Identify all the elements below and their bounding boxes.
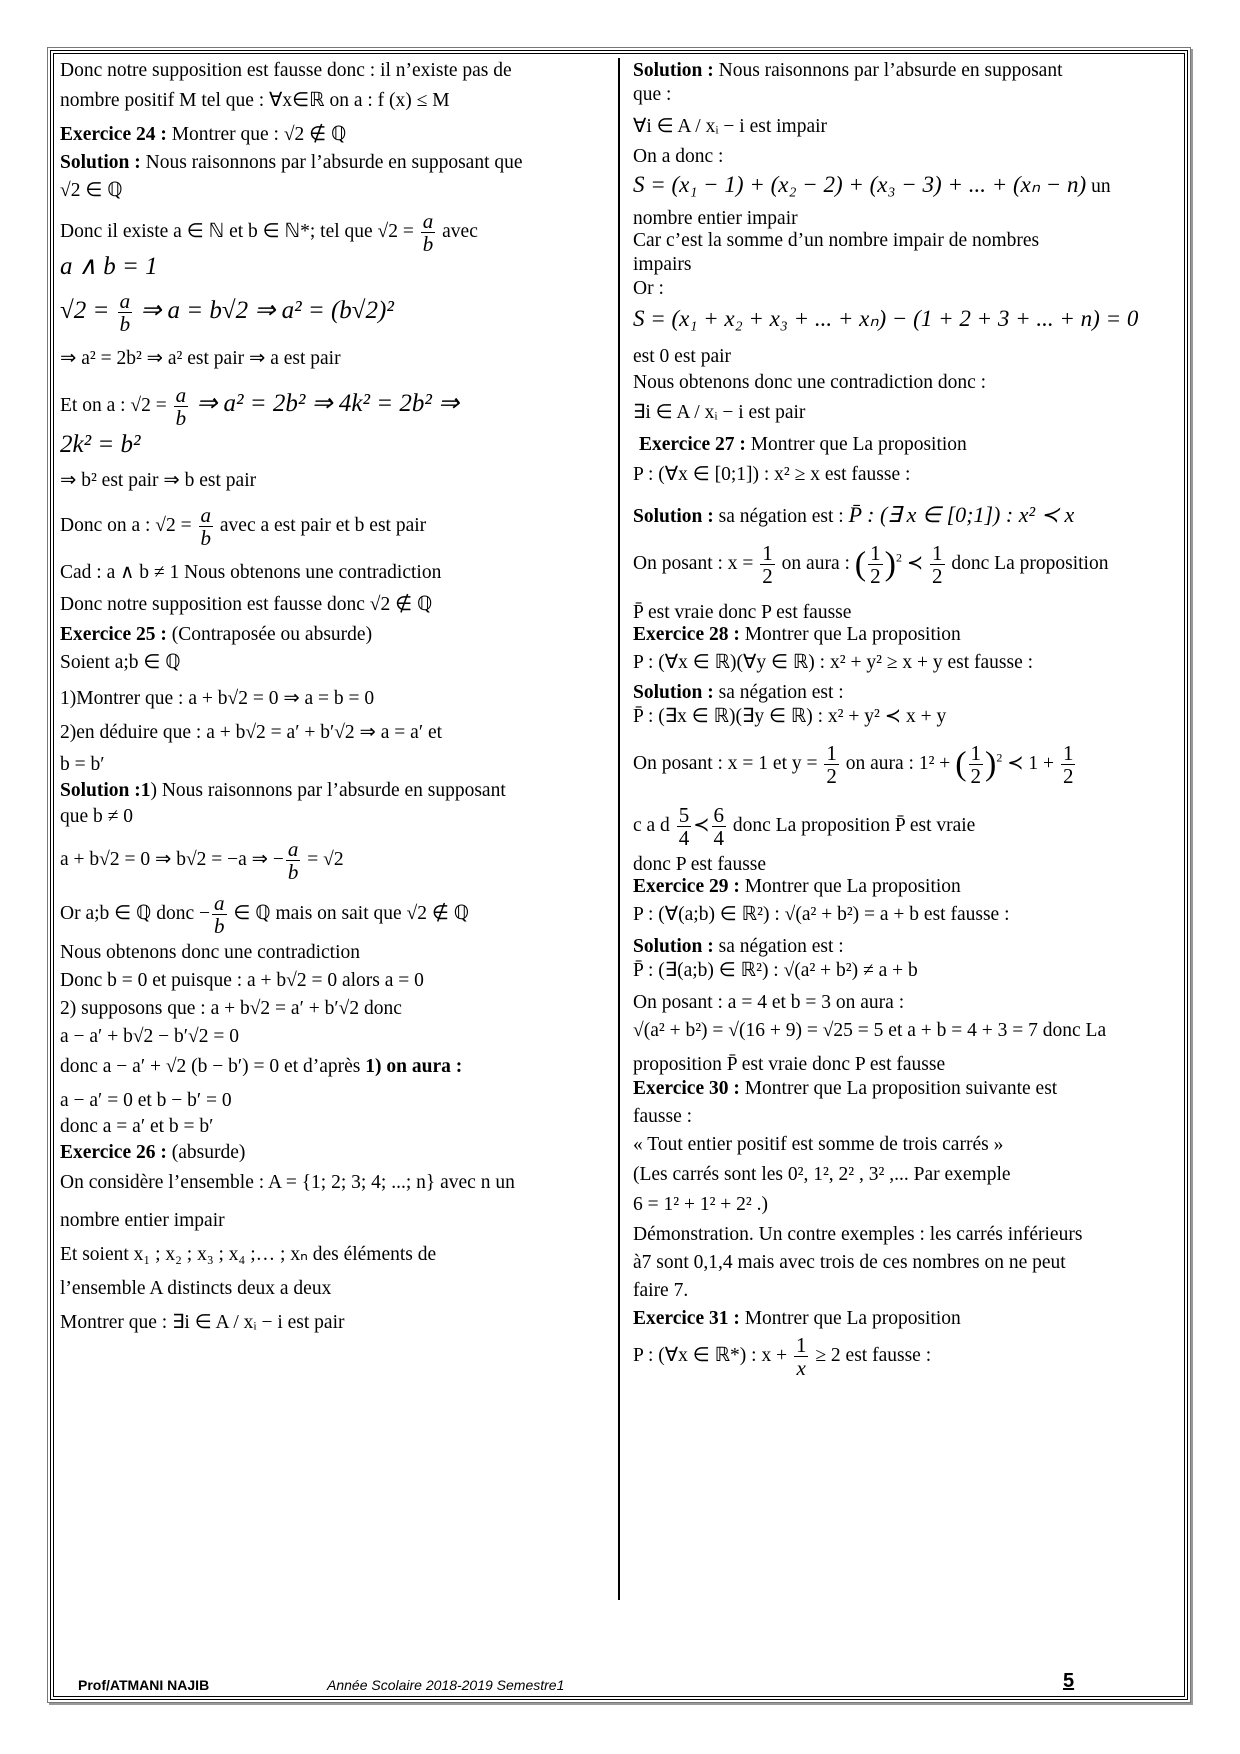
- math-line: a − a′ + b√2 − b′√2 = 0: [60, 1026, 239, 1047]
- text-line: Donc notre supposition est fausse donc √2 ∉ ℚ: [60, 594, 433, 615]
- text-line: P : (∀x ∈ [0;1]) : x² ≥ x est fausse :: [633, 464, 911, 485]
- fraction: [174, 384, 189, 429]
- text-line: On a donc :: [633, 146, 724, 167]
- text: ∈ ℚ mais on sait que √2 ∉ ℚ: [228, 902, 470, 924]
- text-line: (Les carrés sont les 0², 1², 2² , 3² ,... Par exemple: [633, 1164, 1011, 1185]
- text: ⇒ a = b√2 ⇒ a² = (b√2)²: [134, 297, 394, 325]
- numerator: a: [214, 891, 225, 915]
- numerator: a: [119, 289, 131, 313]
- exercise-title: Exercice 31 :: [633, 1308, 740, 1329]
- denominator: b: [175, 406, 187, 430]
- exercise-title: Exercice 26 :: [60, 1142, 167, 1163]
- text-line: est 0 est pair: [633, 346, 732, 367]
- exercise-statement: Montrer que : √2 ∉ ℚ: [166, 124, 347, 145]
- text: a + b√2 = 0 ⇒ b√2 = −a ⇒ −: [60, 848, 284, 870]
- solution-text: sa négation est :: [713, 682, 844, 703]
- denominator: b: [119, 312, 131, 336]
- numerator: a: [422, 209, 434, 233]
- text: Et on a : √2 =: [60, 394, 172, 416]
- text-line: [60, 1054, 610, 1086]
- formula: P̄ : (∃ x ∈ [0;1]) : x² ≺ x: [848, 502, 1075, 527]
- math-line: ⇒ a² = 2b² ⇒ a² est pair ⇒ a est pair: [60, 348, 341, 369]
- solution-title: Solution :1: [60, 780, 151, 801]
- denominator: 4: [678, 826, 690, 850]
- denominator: b: [214, 914, 225, 938]
- text-line: Montrer que : ∃i ∈ A / xᵢ − i est pair: [60, 1312, 345, 1333]
- exercise-statement: (absurde): [166, 1142, 246, 1163]
- text-line: 2)en déduire que : a + b√2 = a′ + b′√2 ⇒ a = a′ et: [60, 722, 443, 743]
- fraction: [794, 1334, 809, 1379]
- text: ≺: [901, 552, 929, 574]
- text-line: donc a = a′ et b = b′: [60, 1116, 214, 1137]
- text: Donc il existe a ∈ ℕ et b ∈ ℕ*; tel que √2 =: [60, 220, 419, 242]
- numerator: 5: [678, 803, 690, 827]
- numerator: 1: [870, 541, 881, 565]
- text-line: Or :: [633, 278, 664, 299]
- text-line: l’ensemble A distincts deux a deux: [60, 1278, 332, 1299]
- text-line: 1)Montrer que : a + b√2 = 0 ⇒ a = b = 0: [60, 688, 375, 709]
- text: P : (∀x ∈ ℝ*) : x +: [633, 1344, 792, 1366]
- text: On posant : x =: [633, 552, 759, 574]
- text-line: Démonstration. Un contre exemples : les carrés inférieurs: [633, 1224, 1083, 1245]
- exercise-title: Exercice 27 :: [639, 434, 746, 455]
- exercise-26: [60, 1140, 610, 1166]
- solution-28: [633, 680, 1181, 706]
- text: Or a;b ∈ ℚ donc −: [60, 902, 211, 924]
- footer-school-year: Année Scolaire 2018-2019 Semestre1: [327, 1677, 565, 1693]
- column-divider: [618, 58, 620, 1600]
- exercise-28: [633, 622, 1181, 648]
- text-line: « Tout entier positif est somme de trois carrés »: [633, 1134, 1004, 1155]
- denominator: b: [200, 526, 212, 550]
- text: un: [1086, 176, 1111, 197]
- fraction: [969, 742, 984, 787]
- text: avec: [437, 220, 478, 242]
- left-column: [60, 58, 610, 1333]
- text-line: Donc notre supposition est fausse donc : il n’existe pas de: [60, 60, 512, 81]
- numerator: 1: [932, 541, 943, 565]
- fraction: [712, 804, 727, 849]
- fraction: [286, 838, 301, 883]
- denominator: b: [287, 860, 299, 884]
- text-line: Nous obtenons donc une contradiction: [60, 942, 361, 963]
- denominator: 2: [762, 564, 773, 588]
- fraction: [868, 542, 883, 587]
- text: Donc on a : √2 =: [60, 514, 197, 536]
- exercise-24: [60, 122, 610, 148]
- exercise-31: [633, 1306, 1181, 1332]
- solution-title: Solution :: [60, 152, 141, 173]
- numerator: a: [200, 503, 212, 527]
- numerator: 1: [970, 741, 982, 765]
- text: ⇒ a² = 2b² ⇒ 4k² = 2b² ⇒: [190, 389, 460, 417]
- solution-title: Solution :: [633, 936, 714, 957]
- solution-24: [60, 150, 610, 176]
- exercise-30: [633, 1076, 1181, 1102]
- fraction: [199, 504, 214, 549]
- text-line: On posant : x = $\frac{1}{2}$ on aura : ( $\frac{1}{2}$ )$^2$ ≺ $\frac{1}{2}$ donc La proposition: [633, 541, 1109, 588]
- exercise-title: Exercice 24 :: [60, 124, 167, 145]
- exercise-statement: Montrer que La proposition suivante est: [739, 1078, 1058, 1099]
- denominator: 2: [970, 764, 982, 788]
- numerator: 1: [1062, 741, 1074, 765]
- fraction: [677, 804, 692, 849]
- math-line: [633, 172, 1181, 210]
- solution-text: Nous raisonnons par l’absurde en supposant: [713, 60, 1063, 81]
- text-line: Cad : a ∧ b ≠ 1 Nous obtenons une contradiction: [60, 562, 442, 583]
- text-line: On posant : a = 4 et b = 3 on aura :: [633, 992, 905, 1013]
- math-line: P̄ : (∃x ∈ ℝ)(∃y ∈ ℝ) : x² + y² ≺ x + y: [633, 706, 947, 727]
- denominator: 2: [932, 564, 943, 588]
- text-line: ∀i ∈ A / xᵢ − i est impair: [633, 116, 828, 137]
- text-line: fausse :: [633, 1106, 693, 1127]
- solution-title: Solution :: [633, 682, 714, 703]
- text-line: [60, 504, 610, 556]
- text-line: 2) supposons que : a + b√2 = a′ + b′√2 donc: [60, 998, 402, 1019]
- right-column: [633, 58, 1181, 1380]
- text: On posant : x = 1 et y =: [633, 752, 823, 774]
- text-line: Nous obtenons donc une contradiction donc :: [633, 372, 987, 393]
- text-line: [60, 384, 610, 434]
- text-line: que b ≠ 0: [60, 806, 133, 827]
- fraction: [421, 210, 436, 255]
- solution-text: Nous raisonnons par l’absurde en supposant que: [140, 152, 523, 173]
- text-line: On considère l’ensemble : A = {1; 2; 3; 4; ...; n} avec n un: [60, 1172, 515, 1193]
- text-line: [60, 210, 610, 256]
- solution-text: sa négation est :: [713, 936, 844, 957]
- text: on aura :: [776, 552, 855, 574]
- exercise-29: [633, 874, 1181, 900]
- fraction: [212, 892, 227, 937]
- numerator: a: [175, 383, 187, 407]
- exercise-title: Exercice 29 :: [633, 876, 740, 897]
- fraction: [930, 542, 945, 587]
- numerator: 1: [762, 541, 773, 565]
- text: ≺ 1 +: [1002, 752, 1059, 774]
- math-line: ⇒ b² est pair ⇒ b est pair: [60, 470, 257, 491]
- text-line: c a d $\frac{5}{4}$ ≺ $\frac{6}{4}$ donc La proposition P̄ est vraie: [633, 803, 976, 850]
- denominator: 4: [713, 826, 725, 850]
- exercise-statement: (Contraposée ou absurde): [166, 624, 373, 645]
- math-line: 6 = 1² + 1² + 2² .): [633, 1194, 769, 1215]
- text-line: donc P est fausse: [633, 854, 767, 875]
- text-line: [633, 1334, 1181, 1386]
- text-line: nombre entier impair: [633, 208, 798, 229]
- text-line: nombre entier impair: [60, 1210, 225, 1231]
- formula: S = (x₁ − 1) + (x₂ − 2) + (x₃ − 3) + ... + (xₙ − n): [633, 172, 1087, 197]
- text: ≥ 2 est fausse :: [810, 1344, 932, 1366]
- text-line: P : (∀x ∈ ℝ)(∀y ∈ ℝ) : x² + y² ≥ x + y est fausse :: [633, 652, 1034, 673]
- exercise-25: [60, 622, 610, 648]
- fraction: [760, 542, 775, 587]
- text-line: nombre positif M tel que : ∀x∈ℝ on a : f (x) ≤ M: [60, 90, 450, 111]
- solution-text: sa négation est :: [713, 506, 849, 527]
- solution-29: [633, 934, 1181, 960]
- page-number: 5: [1063, 1670, 1075, 1692]
- numerator: 6: [713, 803, 725, 827]
- math-line: 2k² = b²: [60, 431, 141, 458]
- fraction: [118, 290, 133, 335]
- exercise-title: Exercice 25 :: [60, 624, 167, 645]
- text-line: Et soient x₁ ; x₂ ; x₃ ; x₄ ;… ; xₙ des éléments de: [60, 1244, 437, 1265]
- text-line: P̄ est vraie donc P est fausse: [633, 602, 852, 623]
- text-line: √2 ∈ ℚ: [60, 180, 123, 201]
- text-line: que :: [633, 84, 672, 105]
- text: donc La proposition: [946, 552, 1109, 574]
- solution-25: [60, 778, 610, 804]
- math-line: √(a² + b²) = √(16 + 9) = √25 = 5 et a + b = 4 + 3 = 7 donc La: [633, 1020, 1107, 1041]
- text-line: Car c’est la somme d’un nombre impair de nombres: [633, 230, 1040, 251]
- text-line: [60, 892, 610, 944]
- math-line: [60, 838, 610, 890]
- text-line: Soient a;b ∈ ℚ: [60, 652, 181, 673]
- exercise-statement: Montrer que La proposition: [739, 1308, 961, 1329]
- fraction: [824, 742, 839, 787]
- math-line: P̄ : (∃(a;b) ∈ ℝ²) : √(a² + b²) ≠ a + b: [633, 960, 918, 981]
- solution-26: [633, 58, 1181, 84]
- solution-text: ) Nous raisonnons par l’absurde en supposant: [150, 780, 506, 801]
- text: avec a est pair et b est pair: [215, 514, 427, 536]
- numerator: a: [287, 837, 299, 861]
- text: √2 =: [60, 297, 116, 325]
- math-line: S = (x₁ + x₂ + x₃ + ... + xₙ) − (1 + 2 + 3 + ... + n) = 0: [633, 306, 1139, 331]
- numerator: 1: [826, 741, 837, 765]
- math-line: b = b′: [60, 754, 105, 775]
- solution-title: Solution :: [633, 506, 714, 527]
- text-line: ∃i ∈ A / xᵢ − i est pair: [633, 402, 806, 423]
- text: donc La proposition P̄ est vraie: [728, 814, 976, 836]
- denominator: b: [422, 232, 434, 256]
- text: = √2: [302, 848, 344, 870]
- text-line: faire 7.: [633, 1280, 689, 1301]
- exercise-title: Exercice 30 :: [633, 1078, 740, 1099]
- text-line: On posant : x = 1 et y = $\frac{1}{2}$ on aura : 1² + ( $\frac{1}{2}$ )$^2$ ≺ 1 + $\frac{1}{2}$: [633, 741, 1074, 788]
- exercise-statement: Montrer que La proposition: [745, 434, 967, 455]
- exercise-title: Exercice 28 :: [633, 624, 740, 645]
- text-line: impairs: [633, 254, 692, 275]
- denominator: 2: [870, 564, 881, 588]
- math-line: a − a′ = 0 et b − b′ = 0: [60, 1090, 232, 1111]
- denominator: 2: [1062, 764, 1074, 788]
- text-line: P : (∀(a;b) ∈ ℝ²) : √(a² + b²) = a + b est fausse :: [633, 904, 1010, 925]
- denominator: x: [796, 1356, 806, 1380]
- text-line: à7 sont 0,1,4 mais avec trois de ces nombres on ne peut: [633, 1252, 1066, 1273]
- text: on aura : 1² +: [840, 752, 956, 774]
- text-bold: 1) on aura :: [365, 1056, 463, 1077]
- text-line: Donc b = 0 et puisque : a + b√2 = 0 alors a = 0: [60, 970, 424, 991]
- solution-title: Solution :: [633, 60, 714, 81]
- fraction: [1061, 742, 1076, 787]
- text: donc a − a′ + √2 (b − b′) = 0 et d’après: [60, 1056, 366, 1077]
- footer-author: Prof/ATMANI NAJIB: [78, 1677, 210, 1693]
- math-line: [60, 290, 610, 340]
- denominator: 2: [826, 764, 837, 788]
- math-line: a ∧ b = 1: [60, 253, 158, 280]
- text: c a d: [633, 814, 675, 836]
- numerator: 1: [795, 1333, 807, 1357]
- exercise-statement: Montrer que La proposition: [739, 624, 961, 645]
- solution-27: [633, 502, 1181, 538]
- text-line: proposition P̄ est vraie donc P est fausse: [633, 1054, 946, 1075]
- exercise-27: [633, 432, 1181, 458]
- exercise-statement: Montrer que La proposition: [739, 876, 961, 897]
